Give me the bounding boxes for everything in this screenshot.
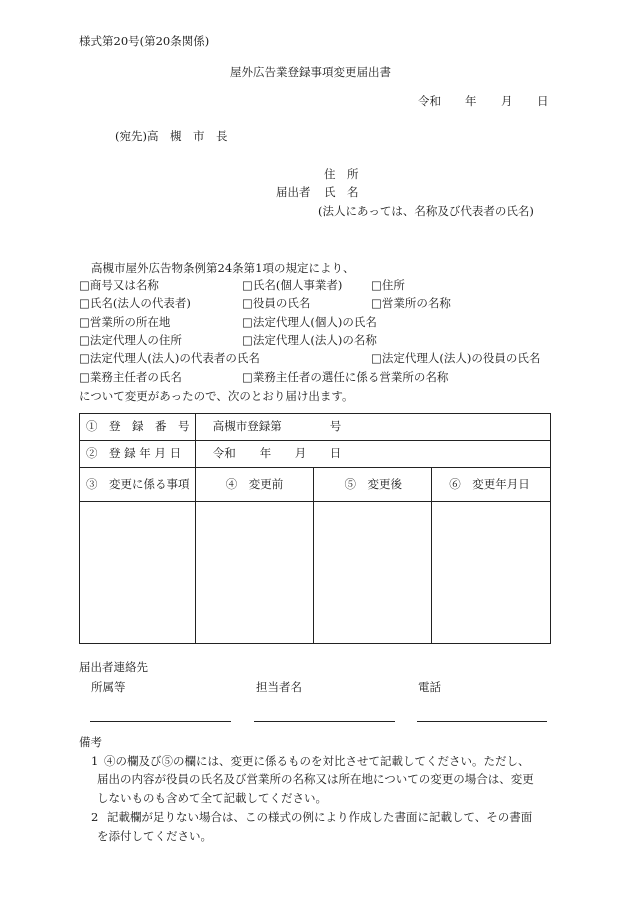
corporation-note: (法人にあっては、名称及び代表者の氏名) — [318, 204, 534, 218]
note-2-line-1: 記載欄が足りない場合は、この様式の例により作成した書面に記載して、その書面 — [107, 810, 533, 824]
checkbox-address[interactable]: □住所 — [371, 278, 405, 292]
registration-date-era: 令和 — [212, 446, 236, 460]
address-label: 住 所 — [324, 167, 359, 181]
page-title: 屋外広告業登録事項変更届出書 — [230, 65, 391, 79]
change-item-cell[interactable] — [80, 502, 196, 644]
registration-date-year: 年 — [259, 446, 272, 460]
note-1-line-3: しないものも含めて全て記載してください。 — [97, 791, 327, 805]
registration-date-month: 月 — [294, 446, 307, 460]
checklist-row — [79, 280, 559, 294]
checklist-row — [79, 335, 559, 349]
checkbox-legal-agent-corp-representative[interactable]: □法定代理人(法人)の代表者の氏名 — [79, 351, 260, 365]
checkbox-individual-name[interactable]: □氏名(個人事業者) — [242, 278, 343, 292]
registration-number-label: ① 登 録 番 号 — [80, 414, 196, 441]
checklist-row — [79, 372, 559, 386]
registration-date-day: 日 — [329, 446, 342, 460]
date-year-label: 年 — [465, 94, 477, 108]
checkbox-representative-name[interactable]: □氏名(法人の代表者) — [79, 296, 191, 310]
change-table — [79, 413, 551, 644]
checkbox-legal-agent-corp-officer[interactable]: □法定代理人(法人)の役員の氏名 — [371, 351, 541, 365]
note-2-number: 2 — [91, 810, 99, 824]
checkbox-trade-name[interactable]: □商号又は名称 — [79, 278, 159, 292]
checkbox-chief-office-name[interactable]: □業務主任者の選任に係る営業所の名称 — [242, 370, 449, 384]
form-number: 様式第20号(第20条関係) — [79, 34, 210, 48]
checklist-row — [79, 353, 559, 367]
header-after-change: ⑤ 変更後 — [314, 468, 432, 502]
person-in-charge-label: 担当者名 — [256, 680, 302, 694]
registration-date-field[interactable] — [195, 441, 550, 468]
applicant-role-label: 届出者 — [276, 185, 311, 199]
note-1-number: 1 — [91, 754, 99, 768]
department-field[interactable] — [90, 721, 231, 722]
checklist-row — [79, 298, 559, 312]
registration-number-suffix: 号 — [329, 419, 342, 433]
checkbox-legal-agent-individual-name[interactable]: □法定代理人(個人)の氏名 — [242, 315, 377, 329]
date-day-label: 日 — [537, 94, 549, 108]
person-in-charge-field[interactable] — [254, 721, 395, 722]
date-month-label: 月 — [501, 94, 513, 108]
phone-label: 電話 — [418, 680, 441, 694]
after-change-cell[interactable] — [314, 502, 432, 644]
checkbox-officer-name[interactable]: □役員の氏名 — [242, 296, 311, 310]
addressee: (宛先)高 槻 市 長 — [115, 129, 228, 143]
registration-number-field[interactable] — [195, 414, 550, 441]
checkbox-office-name[interactable]: □営業所の名称 — [371, 296, 451, 310]
registration-number-prefix: 高槻市登録第 — [212, 419, 282, 433]
notes-title: 備考 — [79, 735, 102, 749]
intro-text: 高槻市屋外広告物条例第24条第1項の規定により、 — [91, 261, 355, 275]
checklist-row — [79, 317, 559, 331]
header-before-change: ④ 変更前 — [195, 468, 314, 502]
checkbox-legal-agent-address[interactable]: □法定代理人の住所 — [79, 333, 182, 347]
department-label: 所属等 — [91, 680, 126, 694]
note-1-line-1: ④の欄及び⑤の欄には、変更に係るものを対比させて記載してください。ただし、 — [104, 754, 530, 768]
note-2-line-2: を添付してください。 — [97, 829, 212, 843]
registration-date-label: ② 登 録 年 月 日 — [80, 441, 196, 468]
header-change-item: ③ 変更に係る事項 — [80, 468, 196, 502]
header-change-date: ⑥ 変更年月日 — [432, 468, 551, 502]
closing-text: について変更があったので、次のとおり届け出ます。 — [79, 389, 354, 403]
note-1-line-2: 届出の内容が役員の氏名及び営業所の名称又は所在地についての変更の場合は、変更 — [97, 772, 534, 786]
phone-field[interactable] — [417, 721, 547, 722]
checkbox-chief-name[interactable]: □業務主任者の氏名 — [79, 370, 182, 384]
contact-title: 届出者連絡先 — [79, 660, 148, 674]
change-date-cell[interactable] — [432, 502, 551, 644]
checkbox-legal-agent-corp-name[interactable]: □法定代理人(法人)の名称 — [242, 333, 377, 347]
date-era: 令和 — [418, 94, 441, 108]
name-label: 氏 名 — [324, 185, 359, 199]
checkbox-office-location[interactable]: □営業所の所在地 — [79, 315, 171, 329]
before-change-cell[interactable] — [195, 502, 314, 644]
